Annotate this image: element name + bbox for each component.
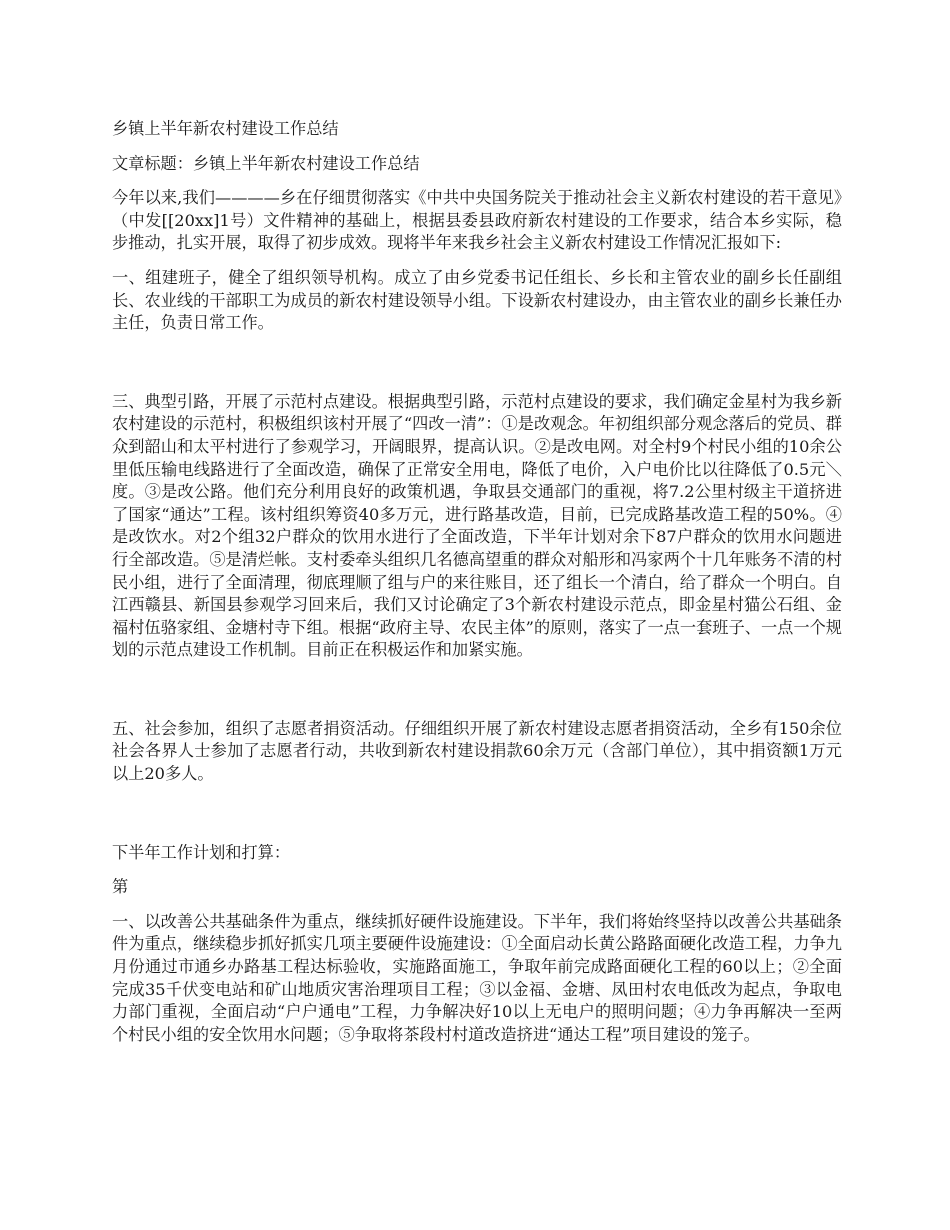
plan-heading: 下半年工作计划和打算： — [112, 842, 291, 862]
section-3-paragraph: 三、典型引路，开展了示范村点建设。根据典型引路，示范村点建设的要求，我们确定金星村为我乡新农村建设的示范村，积极组织该村开展了“四改一清”：①是改观念。年初组织部分观念落后的党员、群众到韶山和太平村进行了参观学习，开阔眼界，提高认识。②是改电网。对全村9个村民小组的10余公里低压输电线路进行了全面改造，确保了正常安全用电，降低了电价，入户电价比以往降低了0.5元＼度。③是改公路。他们充分利用良好的政策机遇，争取县交通部门的重视，将7.2公里村级主干道挤进了国家“通达”工程。该村组织筹资40多万元，进行路基改造，目前，已完成路基改造工程的50%。④是改饮水。对2个组32户群众的饮用水进行了全面改造，下半年计划对余下87户群众的饮用水问题进行全部改造。⑤是清烂帐。支村委牵头组织几名德高望重的群众对船形和冯家两个十几年账务不清的村民小组，进行了全面清理，彻底理顺了组与户的来往账目，还了组长一个清白，给了群众一个明白。自江西赣县、新国县参观学习回来后，我们又讨论确定了3个新农村建设示范点，即金星村猫公石组、金福村伍骆家组、金塘村寺下组。根据“政府主导、农民主体”的原则，落实了一点一套班子、一点一个规划的示范点建设工作机制。目前正在积极运作和加紧实施。 — [112, 391, 842, 660]
plan-ordinal: 第 — [112, 877, 129, 897]
spacer — [112, 864, 842, 876]
article-title: 文章标题：乡镇上半年新农村建设工作总结 — [112, 153, 420, 173]
section-1-paragraph: 一、组建班子，健全了组织领导机构。成立了由乡党委书记任组长、乡长和主管农业的副乡长任副组长、农业线的干部职工为成员的新农村建设领导小组。下设新农村建设办，由主管农业的副乡长兼任办主任，负责日常工作。 — [112, 267, 842, 333]
document-title: 乡镇上半年新农村建设工作总结 — [112, 119, 339, 138]
spacer — [112, 662, 842, 718]
spacer — [112, 175, 842, 187]
spacer — [112, 786, 842, 842]
section-5-paragraph: 五、社会参加，组织了志愿者捐资活动。仔细组织开展了新农村建设志愿者捐资活动，全乡有150余位社会各界人士参加了志愿者行动，共收到新农村建设捐款60余万元（含部门单位），其中捐资额1万元以上20多人。 — [112, 718, 842, 784]
spacer — [112, 335, 842, 391]
intro-paragraph: 今年以来,我们————乡在仔细贯彻落实《中共中央国务院关于推动社会主义新农村建设的若干意见》（中发[[20xx]1号）文件精神的基础上，根据县委县政府新农村建设的工作要求，结合本乡实际，稳步推动，扎实开展，取得了初步成效。现将半年来我乡社会主义新农村建设工作情况汇报如下: — [112, 188, 842, 253]
document-body — [112, 118, 842, 1046]
plan-1-paragraph: 一、以改善公共基础条件为重点，继续抓好硬件设施建设。下半年，我们将始终坚持以改善公共基础条件为重点，继续稳步抓好抓实几项主要硬件设施建设：①全面启动长黄公路路面硬化改造工程，力争九月份通过市通乡办路基工程达标验收，实施路面施工，争取年前完成路面硬化工程的60以上；②全面完成35千伏变电站和矿山地质灾害治理项目工程；③以金福、金塘、凤田村农电低改为起点，争取电力部门重视，全面启动“户户通电”工程，力争解决好10以上无电户的照明问题；④力争再解决一至两个村民小组的安全饮用水问题；⑤争取将茶段村村道改造挤进“通达工程”项目建设的笼子。 — [112, 911, 842, 1044]
spacer — [112, 255, 842, 267]
spacer — [112, 141, 842, 153]
spacer — [112, 899, 842, 911]
